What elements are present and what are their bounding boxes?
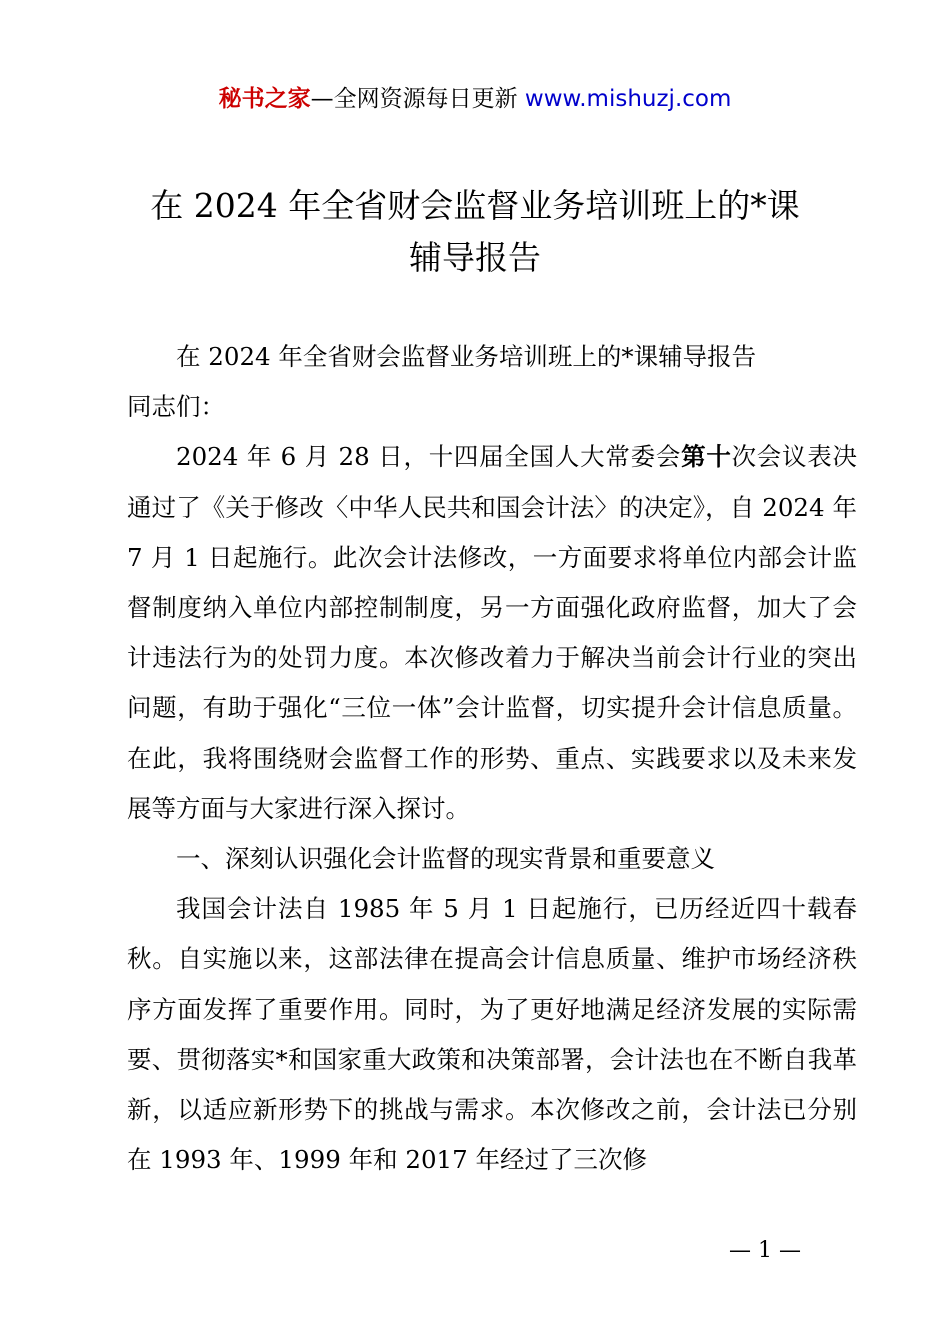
header-tagline: —全网资源每日更新: [310, 86, 518, 112]
paragraph-background: 我国会计法自 1985 年 5 月 1 日起施行，已历经近四十载春秋。自实施以来，这部法律在提高会计信息质量、维护市场经济秩序方面发挥了重要作用。同时，为了更好地满足经济发展的实际需要、贯彻落实*和国家重大政策和决策部署，会计法也在不断自我革新，以适应新形势下的挑战与需求。本次修改之前，会计法已分别在 1993 年、1999 年和 2017 年经过了三次修: [127, 894, 857, 1175]
paragraph-intro-part-b: 次会议表决通过了《关于修改〈中华人民共和国会计法〉的决定》，自 2024 年 7 月 1 日起施行。此次会计法修改，一方面要求将单位内部会计监督制度纳入单位内部控制制度，另一方面强化政府监督，加大了会计违法行为的处罚力度。本次修改着力于解决当前会计行业的突出问题，有助于强化“三位一体”会计监督，切实提升会计信息质量。在此，我将围绕财会监督工作的形势、重点、实践要求以及未来发展等方面与大家进行深入探讨。: [127, 442, 858, 823]
title-line-1: 在 2024 年全省财会监督业务培训班上的*课: [150, 186, 800, 225]
page-number: — 1 —: [729, 1238, 801, 1263]
document-body: [127, 332, 857, 1185]
site-header: [0, 80, 950, 113]
brand-name: 秘书之家: [218, 86, 311, 112]
paragraph-subtitle: 在 2024 年全省财会监督业务培训班上的*课辅导报告: [176, 342, 757, 371]
site-url-link[interactable]: www.mishuzj.com: [524, 86, 732, 112]
paragraph-intro: [127, 432, 857, 834]
title-line-2: 辅导报告: [409, 238, 541, 277]
document-title: [60, 180, 890, 284]
paragraph-intro-part-a: 2024 年 6 月 28 日，十四届全国人大常委会: [176, 442, 682, 472]
section-heading-1: 一、深刻认识强化会计监督的现实背景和重要意义: [176, 844, 715, 874]
paragraph-salutation: 同志们：: [127, 392, 225, 422]
paragraph-intro-bold: 第十: [681, 442, 732, 472]
